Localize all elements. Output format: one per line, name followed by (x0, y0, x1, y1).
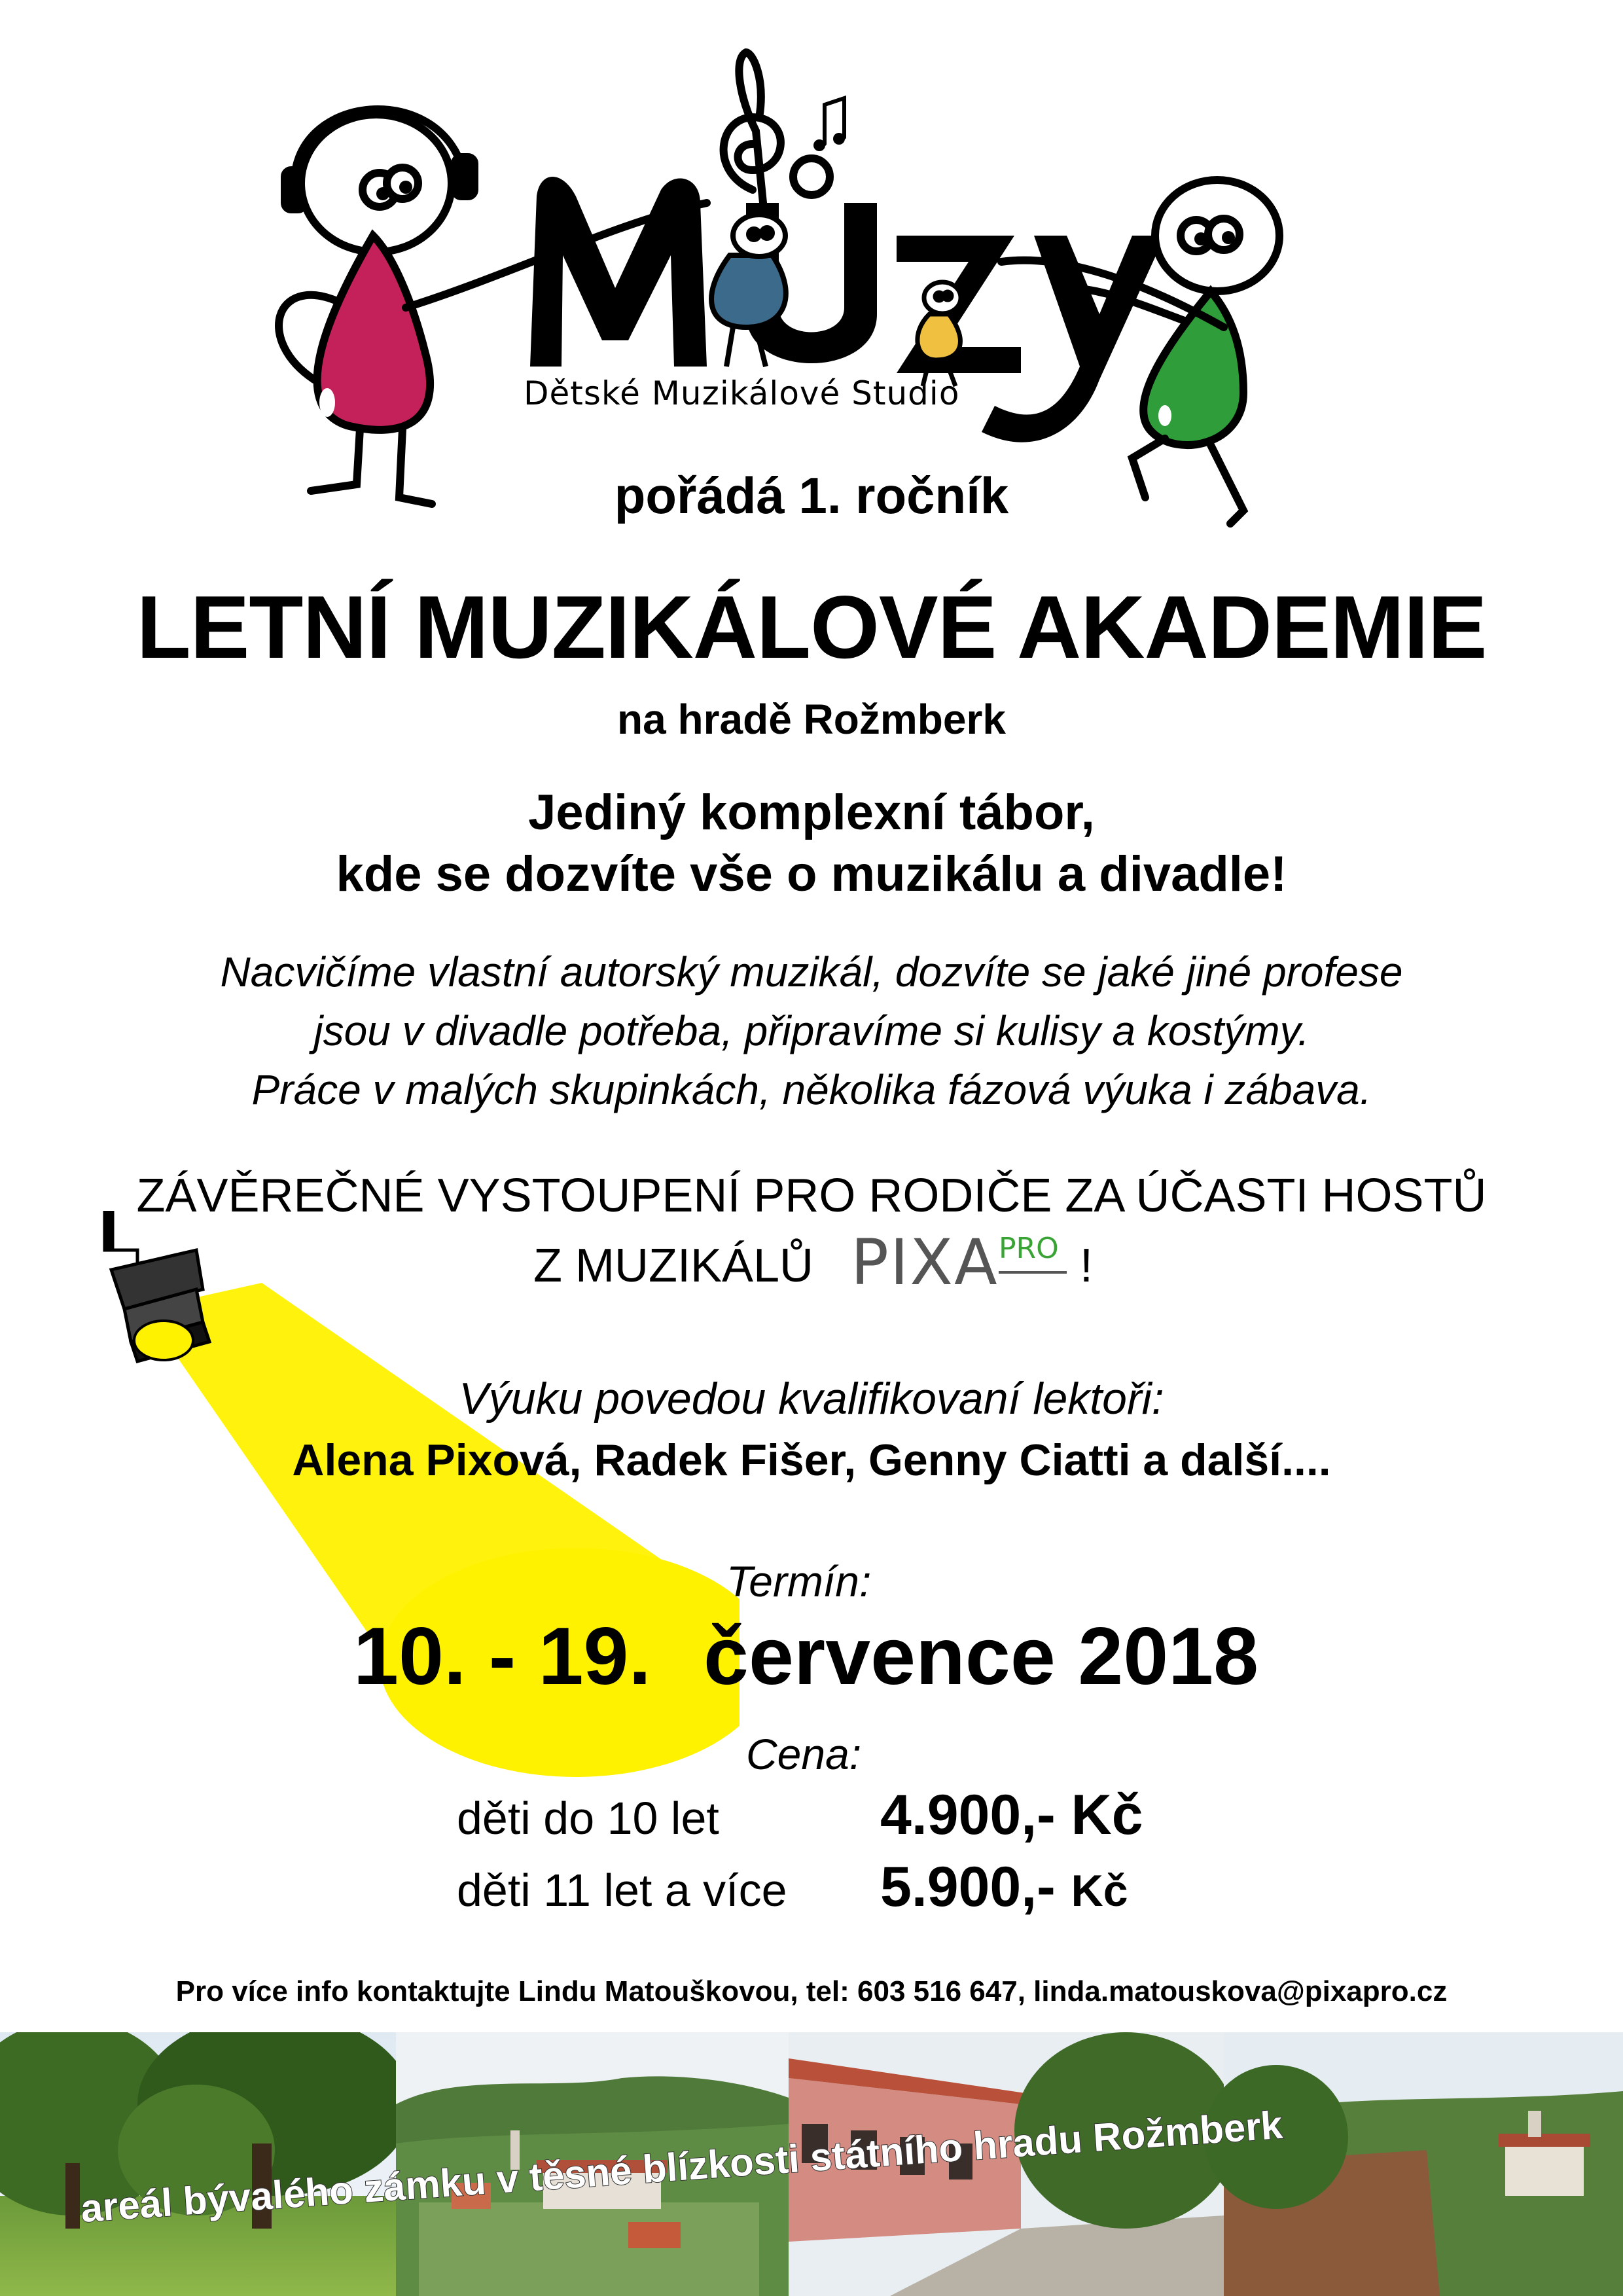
pixa-pro-logo (851, 1225, 1073, 1297)
pixa-brand-main: PIXA (851, 1226, 999, 1297)
price-category: děti do 10 let (457, 1793, 719, 1844)
price-value (880, 1855, 1128, 1920)
term-month-year: července 2018 (704, 1611, 1259, 1702)
treble-clef-icon (724, 52, 845, 244)
lecturers-names: Alena Pixová, Radek Fišer, Genny Ciatti a další.... (292, 1435, 1331, 1485)
tagline-line-1: Jediný komplexní tábor, (528, 785, 1095, 840)
price-currency: Kč (1071, 1784, 1143, 1846)
performance-line-2: Z MUZIKÁLŮ (533, 1240, 814, 1292)
term-label: Termín: (726, 1557, 872, 1605)
description-line-1: Nacvičíme vlastní autorský muzikál, dozvíte se jaké jiné profese (220, 948, 1403, 996)
price-category: děti 11 let a více (457, 1865, 787, 1916)
description-line-3: Práce v malých skupinkách, několika fázová výuka i zábava. (251, 1066, 1372, 1113)
lecturers-intro: Výuku povedou kvalifikovaní lektoři: (459, 1374, 1164, 1424)
photo-strip (0, 2032, 1623, 2296)
price-label: Cena: (746, 1730, 862, 1778)
pixa-brand-sub: PRO (999, 1232, 1059, 1265)
term-days: 10. - 19. (353, 1611, 651, 1702)
price-value (880, 1783, 1143, 1848)
price-amount: 4.900,- (880, 1784, 1056, 1846)
tagline-line-2: kde se dozvíte vše o muzikálu a divadle! (336, 846, 1287, 902)
performance-exclaim: ! (1080, 1240, 1094, 1292)
location-line: na hradě Rožmberk (617, 696, 1006, 743)
logo-subtitle: Dětské Muzikálové Studio (524, 374, 960, 412)
contact-line: Pro více info kontaktujte Lindu Matouškovou, tel: 603 516 647, linda.matouskova@pixapro.cz (175, 1975, 1448, 2007)
muzy-logo (249, 39, 1322, 537)
description-line-2: jsou v divadle potřeba, připravíme si kulisy a kostýmy. (313, 1007, 1310, 1054)
photo-caption-layer (0, 2032, 1623, 2296)
organizes-line: pořádá 1. ročník (614, 467, 1009, 524)
spotlight-icon (85, 1211, 740, 1800)
page-title: LETNÍ MUZIKÁLOVÉ AKADEMIE (136, 577, 1487, 677)
photo-caption: areál bývalého zámku v těsné blízkosti státního hradu Rožmberk (79, 2102, 1284, 2231)
price-currency: Kč (1071, 1866, 1128, 1916)
performance-line-1: ZÁVĚREČNÉ VYSTOUPENÍ PRO RODIČE ZA ÚČASTI HOSTŮ (136, 1170, 1487, 1222)
price-amount: 5.900,- (880, 1856, 1056, 1918)
